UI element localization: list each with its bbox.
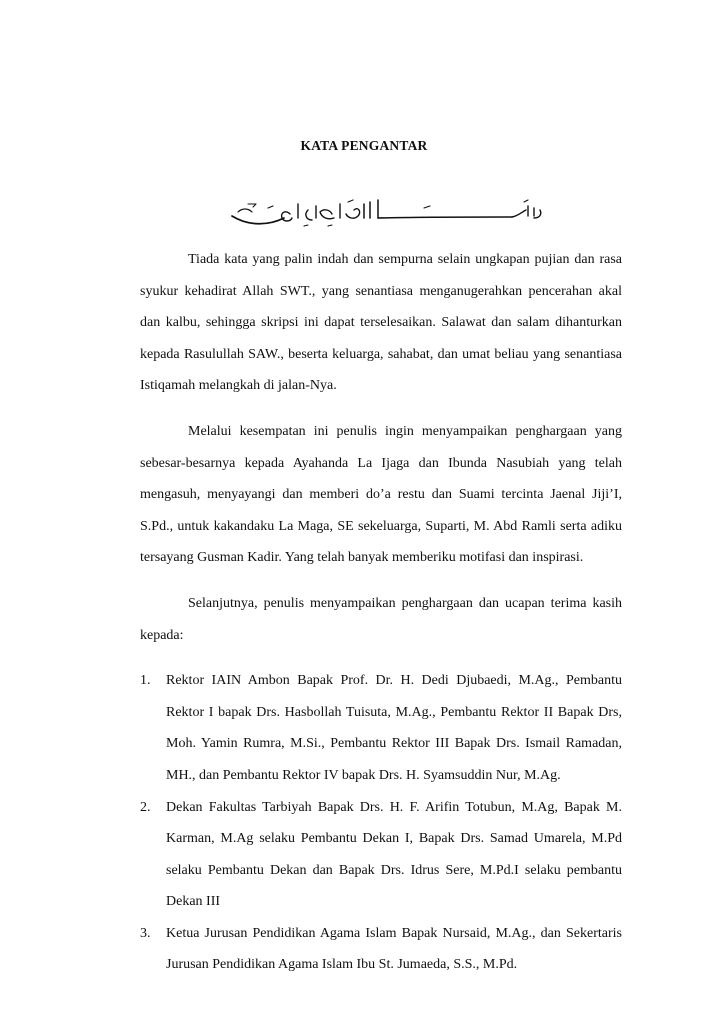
paragraph-3: Selanjutnya, penulis menyampaikan penghargaan dan ucapan terima kasih kepada: <box>140 595 622 643</box>
paragraph-1: Tiada kata yang palin indah dan sempurna selain ungkapan pujian dan rasa syukur kehadirat Allah SWT., yang senantiasa menganugerahkan pencerahan akal dan kalbu, sehingga skripsi ini dapat terselesaikan. Salawat dan salam dihanturkan kepada Rasulullah SAW., beserta keluarga, sahabat, dan umat beliau yang senantiasa Istiqamah melangkah di jalan-Nya. <box>140 252 622 394</box>
list-item <box>140 918 622 981</box>
list-text: Ketua Jurusan Pendidikan Agama Islam Bapak Nursaid, M.Ag., dan Sekertaris Jurusan Pendidikan Agama Islam Ibu St. Jumaeda, S.S., M.Pd. <box>166 925 622 973</box>
list-item <box>140 665 622 791</box>
acknowledgement-list <box>140 665 622 981</box>
list-number: 2. <box>140 799 151 815</box>
body-text <box>140 244 622 981</box>
page-title: KATA PENGANTAR <box>300 138 428 153</box>
list-number: 3. <box>140 925 151 941</box>
basmalah-icon <box>228 196 544 236</box>
list-text: Rektor IAIN Ambon Bapak Prof. Dr. H. Dedi Djubaedi, M.Ag., Pembantu Rektor I bapak Drs. Hasbollah Tuisuta, M.Ag., Pembantu Rektor II Bapak Drs, Moh. Yamin Rumra, M.Si., Pembantu Rektor III Bapak Drs. Ismail Ramadan, MH., dan Pembantu Rektor IV bapak Drs. H. Syamsuddin Nur, M.Ag. <box>166 673 622 783</box>
list-item <box>140 792 622 918</box>
list-text: Dekan Fakultas Tarbiyah Bapak Drs. H. F. Arifin Totubun, M.Ag, Bapak M. Karman, M.Ag selaku Pembantu Dekan I, Bapak Drs. Samad Umarela, M.Pd selaku Pembantu Dekan dan Bapak Drs. Idrus Sere, M.Pd.I selaku pembantu Dekan III <box>166 799 622 910</box>
paragraph-2: Melalui kesempatan ini penulis ingin menyampaikan penghargaan yang sebesar-besarnya kepada Ayahanda La Ijaga dan Ibunda Nasubiah yang telah mengasuh, menyayangi dan memberi do’a restu dan Suami tercinta Jaenal Jiji’I, S.Pd., untuk kakandaku La Maga, SE sekeluarga, Suparti, M. Abd Ramli serta adiku tersayang Gusman Kadir. Yang telah banyak memberiku motifasi dan inspirasi. <box>140 423 622 566</box>
list-number: 1. <box>140 673 151 689</box>
